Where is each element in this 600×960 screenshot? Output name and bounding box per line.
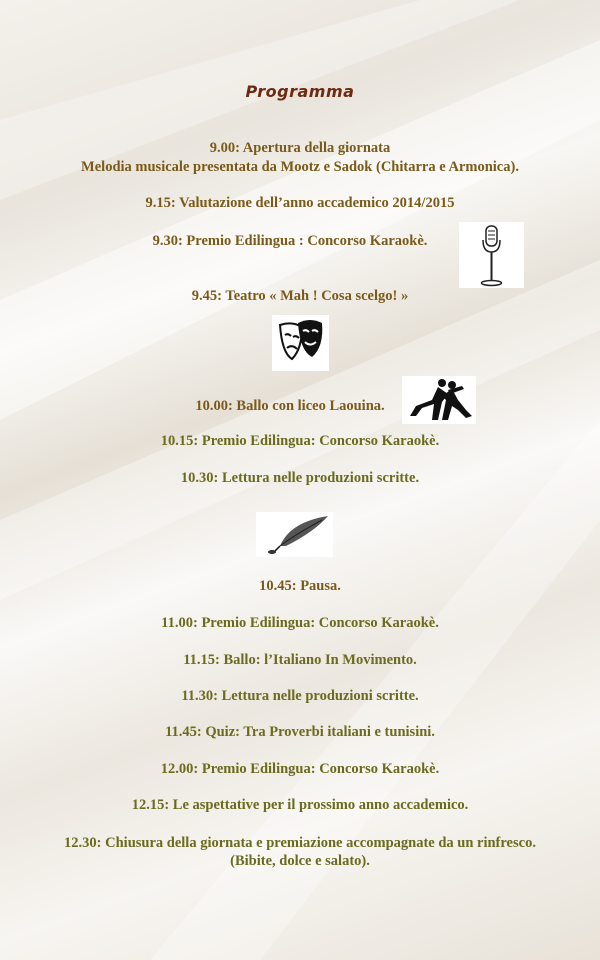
schedule-item: 9.00: Apertura della giornata — [209, 140, 391, 156]
schedule-item: 12.30: Chiusura della giornata e premiazione accompagnate da un rinfresco. — [64, 835, 536, 851]
schedule-item: 9.30: Premio Edilingua : Concorso Karaokè. — [152, 233, 428, 249]
schedule-item: 11.00: Premio Edilingua: Concorso Karaokè. — [161, 615, 439, 631]
schedule-item: 9.15: Valutazione dell’anno accademico 2014/2015 — [145, 195, 455, 211]
page-title: Programma — [245, 82, 355, 101]
schedule-item: 11.15: Ballo: l’Italiano In Movimento. — [183, 652, 417, 668]
schedule-item: 10.30: Lettura nelle produzioni scritte. — [180, 470, 420, 486]
schedule-item: 12.15: Le aspettative per il prossimo anno accademico. — [131, 797, 469, 813]
schedule-item: 10.00: Ballo con liceo Laouina. — [195, 398, 385, 414]
theater-masks-icon — [272, 315, 329, 371]
schedule-item: 12.00: Premio Edilingua: Concorso Karaokè. — [160, 761, 440, 777]
microphone-icon — [459, 222, 524, 288]
schedule-item: Melodia musicale presentata da Mootz e Sadok (Chitarra e Armonica). — [81, 159, 519, 175]
schedule-item: 9.45: Teatro « Mah ! Cosa scelgo! » — [191, 288, 409, 304]
schedule-item: 11.45: Quiz: Tra Proverbi italiani e tunisini. — [165, 724, 435, 740]
schedule-item: 10.45: Pausa. — [259, 578, 341, 594]
schedule-item: 11.30: Lettura nelle produzioni scritte. — [181, 688, 419, 704]
quill-pen-icon — [256, 512, 333, 557]
schedule-item: (Bibite, dolce e salato). — [230, 853, 370, 869]
schedule-item: 10.15: Premio Edilingua: Concorso Karaokè. — [160, 433, 440, 449]
